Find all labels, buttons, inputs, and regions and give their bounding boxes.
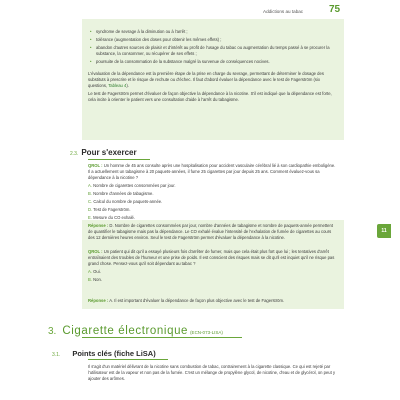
question-2-options [88, 269, 338, 283]
question-1-options [88, 183, 338, 221]
section-title: Points clés (fiche LiSA) [72, 349, 156, 358]
fagerstrom-paragraph: Le test de Fagerström permet d'évaluer de façon objective la dépendance à la nicotine. S'il est indiqué que la dépendance est forte, cela incite à orienter le patient vers une consultation d'aide à l'arrêt du tabagisme. [88, 91, 332, 102]
answer-option[interactable]: C. Calcul du nombre de paquets-année. [88, 199, 163, 204]
page-number: 75 [329, 4, 341, 15]
answer-text: D. Nombre de cigarettes consommées par jour, nombre d'années de tabagisme et nombre de paquets-année permettent de quantifier le tabagisme mais pas la dépendance. Le CO exhalé évalue l'intensité de l'exhalation de fumée de cigarettes au cours des 12 dernières heures environ. Seul le test de Fagerström permet d'évaluer la dépendance à la nicotine. [88, 223, 333, 240]
question-block-2 [88, 249, 338, 283]
question-block-1 [88, 163, 338, 221]
question-label: QROL : [88, 249, 103, 254]
answer-label: Réponse : [88, 298, 109, 303]
answer-option[interactable]: A. Oui. [88, 269, 101, 274]
answer-label: Réponse : [88, 223, 109, 228]
evaluation-text: L'évaluation de la dépendance est la première étape de la prise en charge du sevrage, permettant de déterminer le dosage des substituts à prescrire et le risque de rechute ou d'échec. Il faut d'abord évaluer la dépendance avec le test de Fagerström (six questions, [88, 71, 324, 88]
evaluation-paragraph [88, 71, 338, 89]
section-heading-key-points [52, 349, 156, 358]
question-1 [88, 163, 338, 181]
answer-block-2 [88, 298, 338, 304]
section-number: 2.3. [70, 151, 79, 157]
chapter-side-tab[interactable]: 11 [377, 224, 391, 238]
table-reference-link[interactable]: Tableau 4 [108, 83, 127, 88]
criteria-bullet: • tolérance (augmentation des doses pour obtenir les mêmes effets) ; [88, 37, 338, 43]
section-underline [88, 159, 150, 160]
section-heading-exercise [70, 148, 137, 157]
criteria-bullet-list [88, 29, 338, 67]
answer-option[interactable]: A. Nombre de cigarettes consommées par jour. [88, 183, 176, 188]
criteria-bullet: • abandon d'autres sources de plaisir et d'intérêt au profit de l'usage du tabac ou augmentation du temps passé à se procurer la substance, la consommer, ou récupérer de ses effets ; [88, 45, 338, 57]
section-underline [88, 359, 168, 360]
chapter-underline [82, 337, 242, 338]
chapter-code: (ECN-073-LISA) [190, 330, 223, 335]
question-2 [88, 249, 338, 267]
answer-text: A. Il est important d'évaluer la dépendance de façon plus objective avec le test de Fagerström. [109, 298, 285, 303]
criteria-bullet: • syndrome de sevrage à la diminution ou à l'arrêt ; [88, 29, 338, 35]
answer-option[interactable]: B. Nombre d'années de tabagisme. [88, 191, 154, 196]
answer-option[interactable]: E. Mesure du CO exhalé. [88, 215, 136, 220]
criteria-bullet: • poursuite de la consommation de la substance malgré la survenue de conséquences nocives. [88, 59, 338, 65]
question-label: QROL : [88, 163, 103, 168]
running-title: Addictions au tabac [263, 9, 304, 14]
chapter-number: 3. [48, 326, 57, 337]
answer-option[interactable]: D. Test de Fagerström. [88, 207, 131, 212]
chapter-title: Cigarette électronique [62, 325, 189, 337]
answer-2 [88, 298, 338, 304]
key-points-paragraph: Il s'agit d'un matériel délivrant de la nicotine sans combustion de tabac, contrairement à la cigarette classique. Ce qui est rejeté par l'utilisateur est de la vapeur et non pas de la fumée. C'est un mélange de propylène glycol, de nicotine, d'eau et de glycérol, on peut y ajouter des arômes. [88, 364, 336, 381]
section-title: Pour s'exercer [81, 148, 137, 157]
section-number: 3.1. [52, 352, 61, 358]
answer-block-1 [88, 223, 338, 241]
question-text: Un patient qui dit qu'il a essayé plusieurs fois d'arrêter de fumer, mais que cela était plus fort que lui ; les tentatives d'arrêt entraînaient des troubles de l'humeur et une prise de poids. Il est conscient des risques mais se dit qu'il est inquiet qu'il ne risque pas grand chose. Pensez-vous qu'il soit dépendant au tabac ? [88, 249, 335, 266]
answer-option[interactable]: B. Non. [88, 277, 102, 282]
evaluation-text-end: ). [126, 83, 129, 88]
question-text: Un homme de 45 ans consulte après une hospitalisation pour accident vasculaire cérébral lié à son cardiopathie emboligène. Il a actuellement un tabagisme à 20 paquets-années, il fume 25 cigarettes par jour depuis 25 ans. Comment évaluez-vous sa dépendance à la nicotine ? [88, 163, 336, 180]
answer-1 [88, 223, 338, 241]
